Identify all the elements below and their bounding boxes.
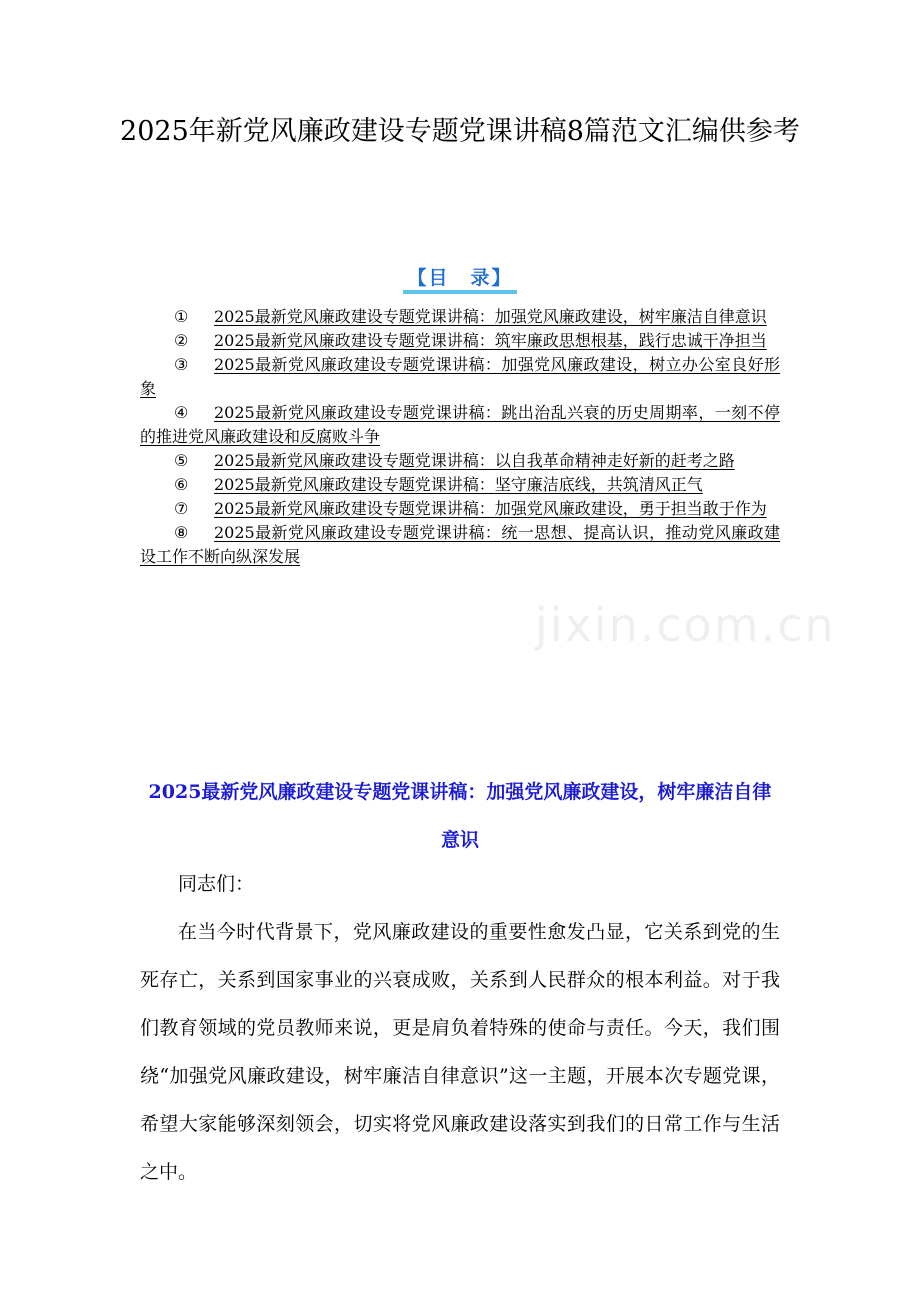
toc-item-text: 2025最新党风廉政建设专题党课讲稿：筑牢廉政思想根基，践行忠诚干净担当 [214, 331, 767, 350]
toc-item-marker: ② [174, 331, 189, 350]
toc-item-7[interactable] [140, 497, 780, 521]
toc-item-marker: ⑦ [174, 499, 189, 518]
document-title: 2025年新党风廉政建设专题党课讲稿8篇范文汇编供参考 [120, 116, 800, 147]
toc-item-marker: ⑥ [174, 475, 189, 494]
toc-item-marker: ⑤ [174, 451, 189, 470]
toc-item-4[interactable] [140, 401, 780, 449]
toc-item-1[interactable] [140, 305, 780, 329]
toc-item-text: 2025最新党风廉政建设专题党课讲稿：加强党风廉政建设，勇于担当敢于作为 [214, 499, 767, 518]
toc-item-text: 2025最新党风廉政建设专题党课讲稿：加强党风廉政建设，树立办公室良好形象 [140, 355, 780, 398]
toc-item-3[interactable] [140, 353, 780, 401]
toc-item-8[interactable] [140, 521, 780, 569]
toc-item-marker: ④ [174, 403, 189, 422]
toc-item-text: 2025最新党风廉政建设专题党课讲稿：跳出治乱兴衰的历史周期率，一刻不停的推进党风廉政建设和反腐败斗争 [140, 403, 780, 446]
watermark: jixin.com.cn [535, 598, 836, 652]
toc-item-5[interactable] [140, 449, 780, 473]
table-of-contents [140, 305, 780, 569]
body-paragraph: 在当今时代背景下，党风廉政建设的重要性愈发凸显，它关系到党的生死存亡，关系到国家事业的兴衰成败，关系到人民群众的根本利益。对于我们教育领域的党员教师来说，更是肩负着特殊的使命与责任。今天，我们围绕“加强党风廉政建设，树牢廉洁自律意识”这一主题，开展本次专题党课，希望大家能够深刻领会，切实将党风廉政建设落实到我们的日常工作与生活之中。 [140, 921, 780, 1183]
section-title: 2025最新党风廉政建设专题党课讲稿：加强党风廉政建设，树牢廉洁自律意识 [148, 781, 772, 851]
toc-item-6[interactable] [140, 473, 780, 497]
toc-heading-label: 【目 录】 [403, 267, 516, 294]
toc-item-2[interactable] [140, 329, 780, 353]
toc-item-text: 2025最新党风廉政建设专题党课讲稿：加强党风廉政建设，树牢廉洁自律意识 [214, 307, 767, 326]
toc-item-text: 2025最新党风廉政建设专题党课讲稿：坚守廉洁底线，共筑清风正气 [214, 475, 703, 494]
toc-heading [0, 264, 920, 292]
toc-item-marker: ⑧ [174, 523, 189, 542]
toc-item-marker: ③ [174, 355, 189, 374]
toc-item-marker: ① [174, 307, 189, 326]
greeting-text: 同志们： [178, 873, 255, 895]
toc-item-text: 2025最新党风廉政建设专题党课讲稿：以自我革命精神走好新的赶考之路 [214, 451, 735, 470]
toc-item-text: 2025最新党风廉政建设专题党课讲稿：统一思想、提高认识，推动党风廉政建设工作不断向纵深发展 [140, 523, 780, 566]
